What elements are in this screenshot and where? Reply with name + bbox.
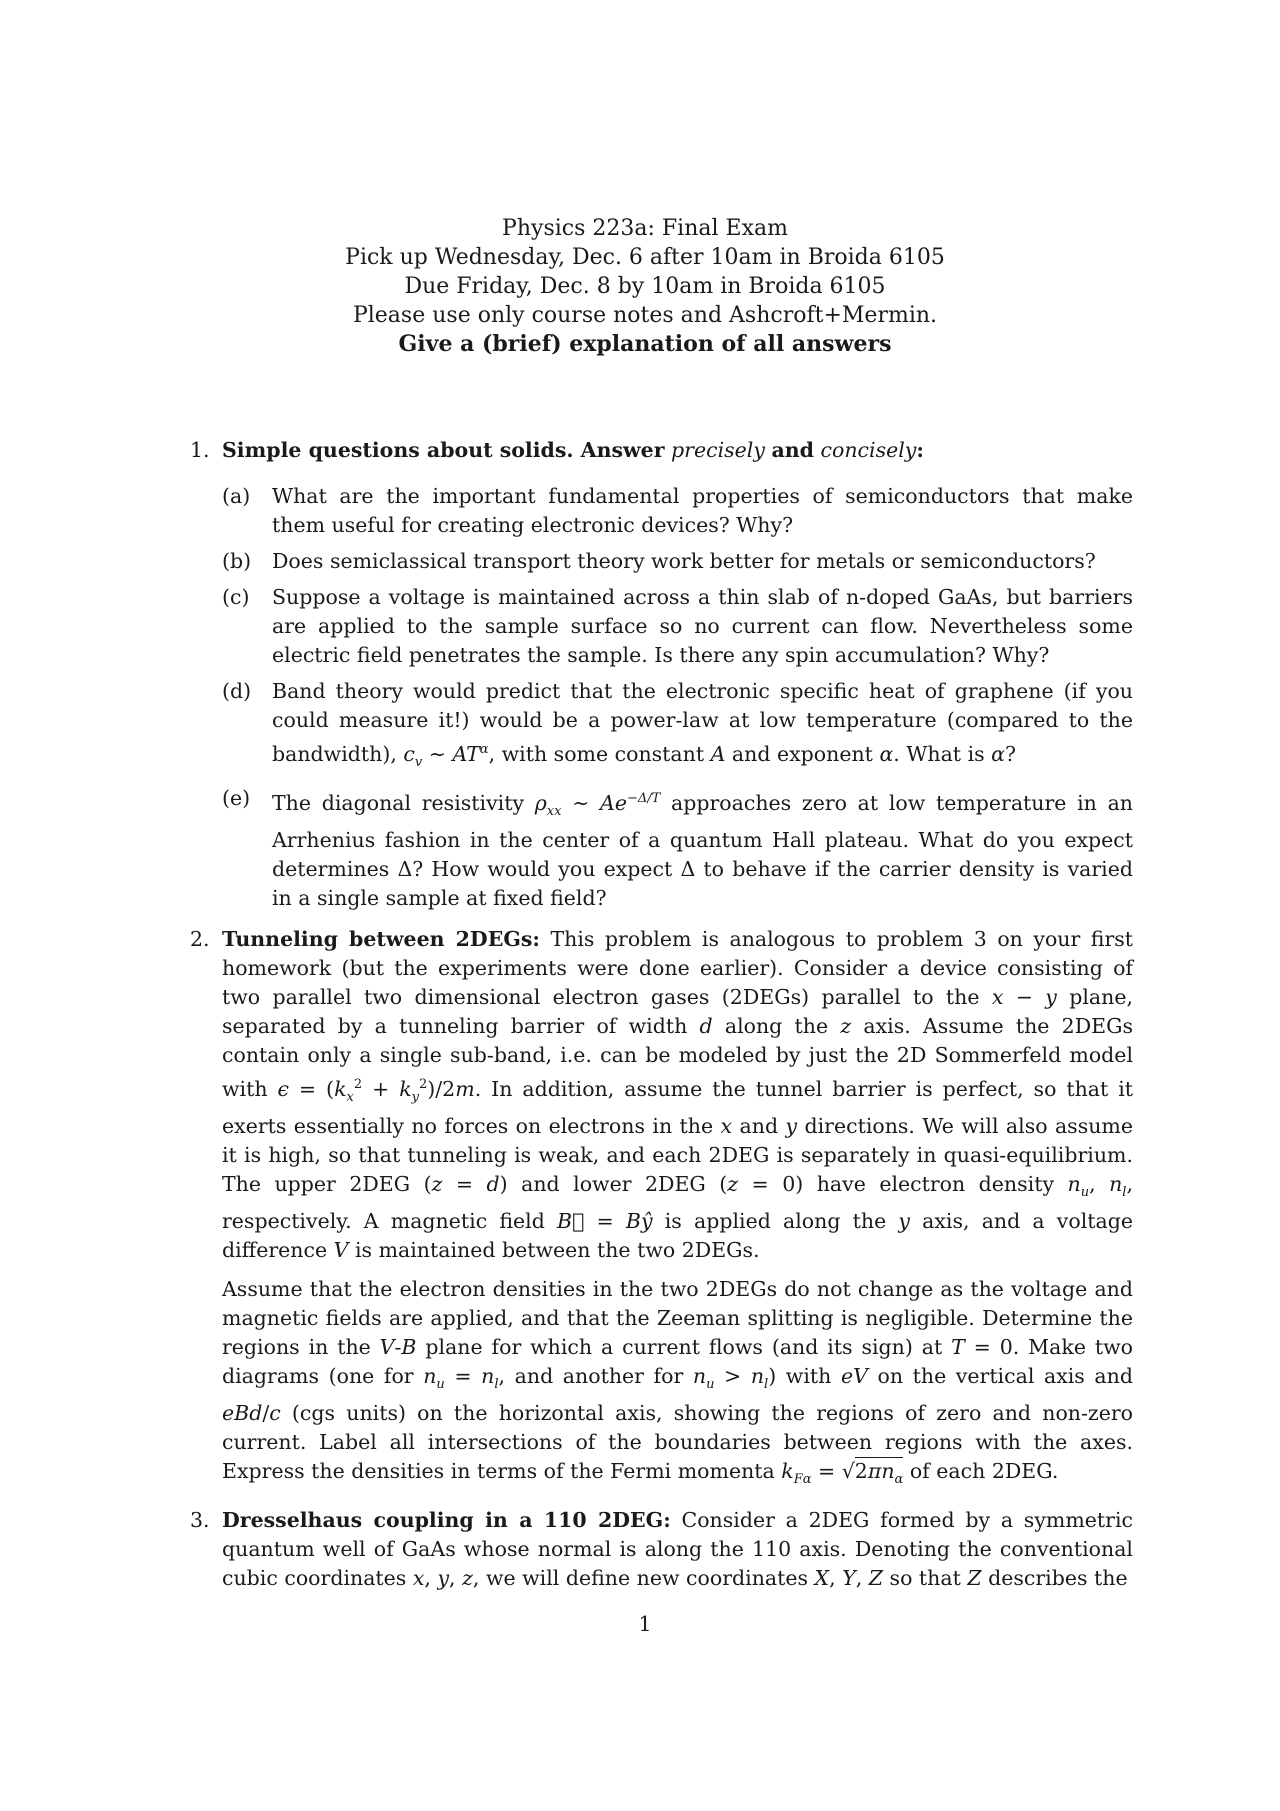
- exam-header: [0, 214, 1280, 359]
- subquestion-a: (a) What are the important fundamental properties of semiconductors that make them useful for creating electronic devices? Why?: [222, 484, 1133, 537]
- question-2-paragraph-1: Tunneling between 2DEGs: This problem is analogous to problem 3 on your first homework (but the experiments were done earlier). Consider a device consisting of two parallel two dimensional electron gases (2DEGs) parallel to the x − y plane, separated by a tunneling barrier of width d along the z axis. Assume the 2DEGs contain only a single sub-band, i.e. can be modeled by just the 2D Sommerfeld model with $\epsilon = (k_x^2 + k_y^2)/2m$. In addition, assume the tunnel barrier is perfect, so that it exerts essentially no forces on electrons in the x and y directions. We will also assume it is high, so that tunneling is weak, and each 2DEG is separately in quasi-equilibrium. The upper 2DEG (z = d) and lower 2DEG (z = 0) have electron density $n_u$, $n_l$, respectively. A magnetic field B⃗ = Bŷ is applied along the y axis, and a voltage difference V is maintained between the two 2DEGs.: [222, 926, 1134, 1262]
- course-title: Physics 223a: Final Exam: [502, 216, 788, 241]
- subquestion-d: (d) Band theory would predict that the electronic specific heat of graphene (if you could measure it!) would be a power-law at low temperature (compared to the bandwidth), $c_v$ ∼ $AT^\alpha$, with some constant A and exponent α. What is α?: [222, 679, 1133, 770]
- question-number: 2.: [190, 926, 210, 951]
- question-2-paragraph-2: Assume that the electron densities in the two 2DEGs do not change as the voltage and magnetic fields are applied, and that the Zeeman splitting is negligible. Determine the regions in the V-B plane for which a current flows (and its sign) at T = 0. Make two diagrams (one for $n_u = n_l$, and another for $n_u > n_l$) with eV on the vertical axis and eBd/c (cgs units) on the horizontal axis, showing the regions of zero and non-zero current. Label all intersections of the boundaries between regions with the axes. Express the densities in terms of the Fermi momenta $k_{F\alpha} = √2\pi n_\alpha$ of each 2DEG.: [222, 1276, 1133, 1488]
- resources-info: Please use only course notes and Ashcroft+Mermin.: [352, 303, 938, 328]
- instructions: Give a (brief) explanation of all answers: [398, 331, 892, 357]
- pickup-info: Pick up Wednesday, Dec. 6 after 10am in Broida 6105: [345, 245, 945, 270]
- question-heading: Simple questions about solids. Answer precisely and concisely:: [222, 438, 924, 462]
- question-3: [190, 1506, 1133, 1593]
- question-number: 1.: [190, 438, 210, 462]
- subquestions: [222, 482, 1133, 913]
- questions-list: [190, 436, 1133, 1593]
- subquestion-e: (e) The diagonal resistivity $\rho_{xx}$ ∼ $Ae^{-\Delta/T}$ approaches zero at low temperature in an Arrhenius fashion in the center of a quantum Hall plateau. What do you expect determines Δ? How would you expect Δ to behave if the carrier density is varied in a single sample at fixed field?: [222, 785, 1133, 910]
- question-number: 3.: [190, 1508, 210, 1533]
- question-2: [190, 925, 1133, 1494]
- question-3-paragraph: Dresselhaus coupling in a 110 2DEG: Consider a 2DEG formed by a symmetric quantum well of GaAs whose normal is along the 110 axis. Denoting the conventional cubic coordinates x, y, z, we will define new coordinates X, Y, Z so that Z describes the: [222, 1508, 1133, 1591]
- subquestion-b: (b) Does semiclassical transport theory work better for metals or semiconductors?: [222, 549, 1096, 573]
- question-1: [190, 436, 1133, 913]
- page-number: 1: [638, 1612, 652, 1636]
- due-info: Due Friday, Dec. 8 by 10am in Broida 6105: [404, 274, 886, 299]
- subquestion-c: (c) Suppose a voltage is maintained across a thin slab of n-doped GaAs, but barriers are applied to the sample surface so no current can flow. Nevertheless some electric field penetrates the sample. Is there any spin accumulation? Why?: [222, 585, 1133, 667]
